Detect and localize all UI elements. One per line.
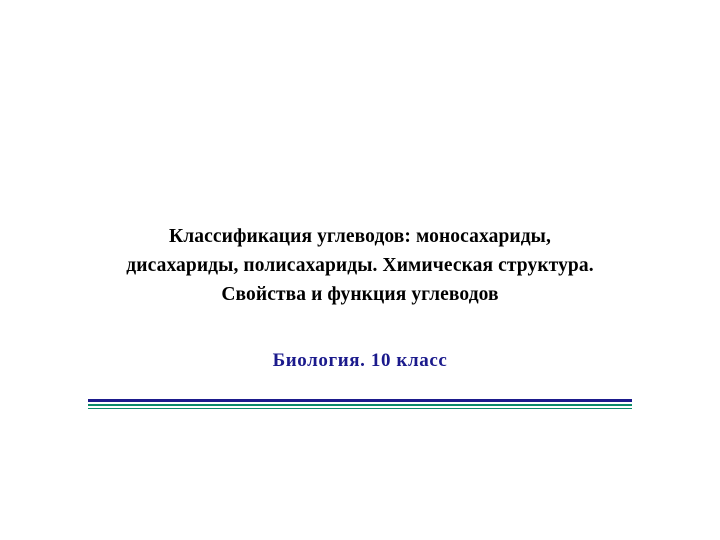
rule-thin-line (88, 404, 632, 406)
title-line-2: дисахариды, полисахариды. Химическая структура. (126, 255, 594, 276)
slide-title (60, 222, 660, 309)
decorative-rule (88, 399, 632, 409)
title-line-3: Свойства и функция углеводов (221, 284, 499, 305)
rule-thin-line-secondary (88, 408, 632, 409)
slide-subtitle (60, 350, 660, 372)
subtitle-text: Биология. 10 класс (272, 350, 448, 371)
title-line-1: Классификация углеводов: моносахариды, (168, 226, 551, 247)
